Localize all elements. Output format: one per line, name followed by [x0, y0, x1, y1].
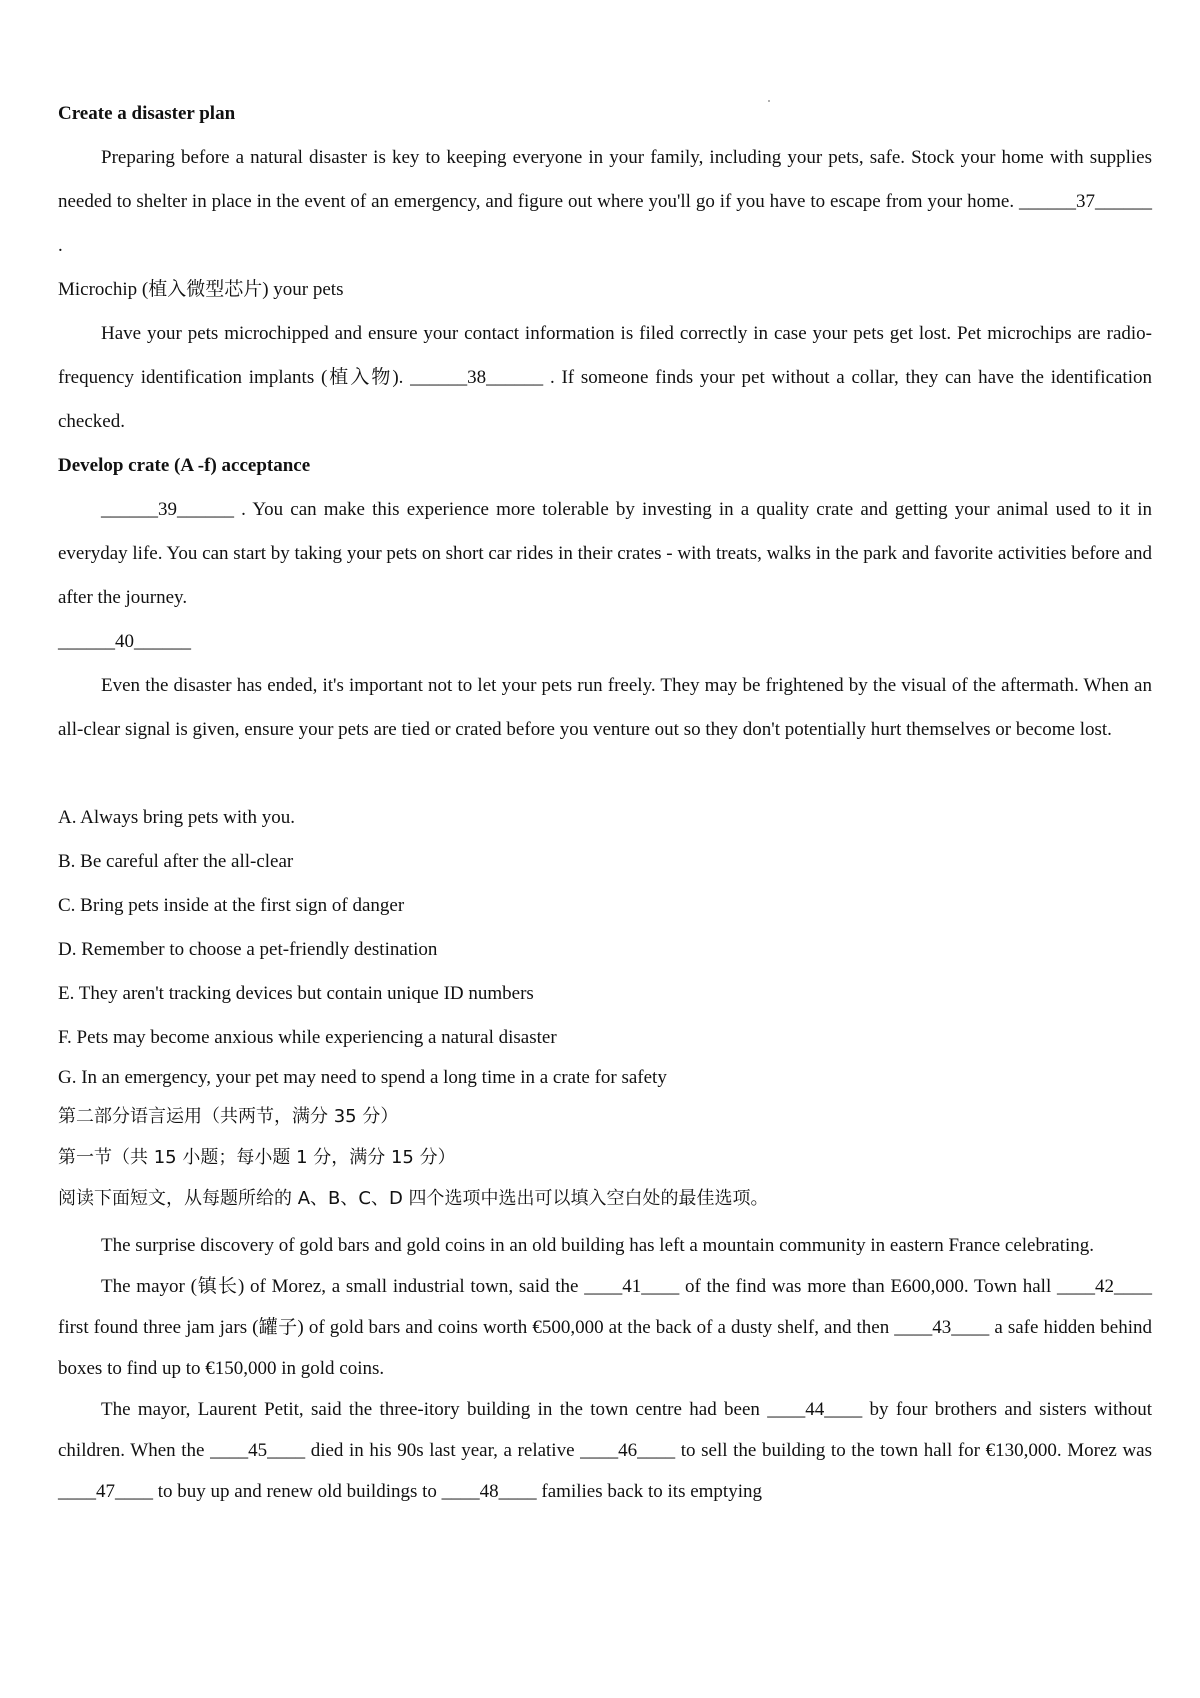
- paragraph-crate: ______39______ . You can make this experience more tolerable by investing in a quality crate and getting your animal used to it in everyday life. You can start by taking your pets on short car rides in their crates - with treats, walks in the park and favorite activities before and after the journey.: [58, 499, 1152, 608]
- document-page: [58, 92, 1152, 1512]
- option-f: F. Pets may become anxious while experiencing a natural disaster: [58, 1027, 557, 1048]
- heading-microchip: Microchip (植入微型芯片) your pets: [58, 279, 344, 300]
- blank-40: ______40______: [58, 631, 191, 652]
- part2-section-title: 第一节（共 15 小题；每小题 1 分，满分 15 分）: [58, 1147, 456, 1168]
- paragraph-building: The mayor, Laurent Petit, said the three-itory building in the town centre had been ____44____ by four brothers and sisters without children. When the ____45____ died in his 90s last year, a relative ____46____ to sell the building to the town hall for €130,000. Morez was ____47____ to buy up and renew old buildings to ____48____ families back to its emptying: [58, 1399, 1152, 1502]
- paragraph-mayor-find: The mayor (镇长) of Morez, a small industrial town, said the ____41____ of the find was more than E600,000. Town hall ____42____ first found three jam jars (罐子) of gold bars and coins worth €500,000 at the back of a dusty shelf, and then ____43____ a safe hidden behind boxes to find up to €150,000 in gold coins.: [58, 1276, 1152, 1379]
- spacer: [58, 752, 1152, 796]
- option-b: B. Be careful after the all-clear: [58, 851, 294, 872]
- heading-disaster-plan: Create a disaster plan: [58, 103, 236, 124]
- options-list: [58, 796, 1152, 1096]
- paragraph-microchip: Have your pets microchipped and ensure your contact information is filed correctly in case your pets get lost. Pet microchips are radio-frequency identification implants (植入物). ______38______ . If someone finds your pet without a collar, they can have the identification checked.: [58, 323, 1152, 432]
- option-g: G. In an emergency, your pet may need to spend a long time in a crate for safety: [58, 1067, 667, 1088]
- part2-title: 第二部分语言运用（共两节，满分 35 分）: [58, 1106, 399, 1127]
- option-c: C. Bring pets inside at the first sign of danger: [58, 895, 405, 916]
- option-d: D. Remember to choose a pet-friendly destination: [58, 939, 438, 960]
- paragraph-disaster-plan: Preparing before a natural disaster is key to keeping everyone in your family, including your pets, safe. Stock your home with supplies needed to shelter in place in the event of an emergency, and figure out where you'll go if you have to escape from your home. ______37______ .: [58, 147, 1152, 256]
- option-e: E. They aren't tracking devices but contain unique ID numbers: [58, 983, 534, 1004]
- paragraph-aftermath: Even the disaster has ended, it's important not to let your pets run freely. They may be frightened by the visual of the aftermath. When an all-clear signal is given, ensure your pets are tied or crated before you venture out so they don't potentially hurt themselves or become lost.: [58, 675, 1152, 740]
- option-a: A. Always bring pets with you.: [58, 807, 295, 828]
- paragraph-gold-discovery: The surprise discovery of gold bars and gold coins in an old building has left a mountain community in eastern France celebrating.: [101, 1235, 1095, 1256]
- heading-crate: Develop crate (A -f) acceptance: [58, 455, 311, 476]
- part2-instruction: 阅读下面短文，从每题所给的 A、B、C、D 四个选项中选出可以填入空白处的最佳选项。: [58, 1188, 769, 1209]
